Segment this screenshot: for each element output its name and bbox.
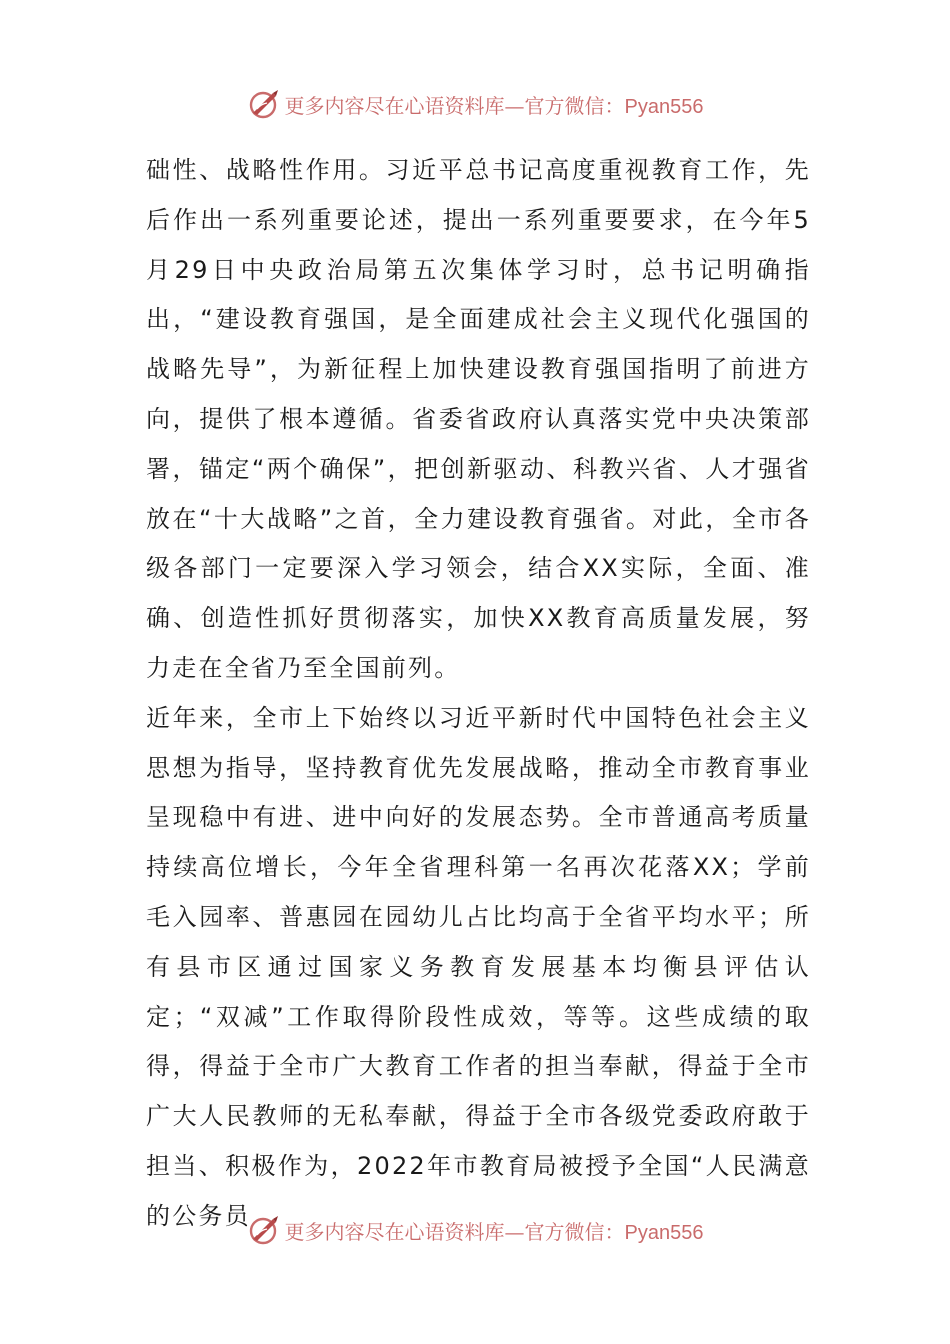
watermark-text: 更多内容尽在心语资料库—官方微信：Pyan556 — [284, 1219, 704, 1244]
document-body — [146, 146, 811, 1242]
footer-watermark — [0, 1210, 950, 1250]
paragraph: 近年来，全市上下始终以习近平新时代中国特色社会主义思想为指导，坚持教育优先发展战略，推动全市教育事业呈现稳中有进、进中向好的发展态势。全市普通高考质量持续高位增长，今年全省理科第一名再次花落XX；学前毛入园率、普惠园在园幼儿占比均高于全省平均水平；所有县市区通过国家义务教育发展基本均衡县评估认定；“双减”工作取得阶段性成效，等等。这些成绩的取得，得益于全市广大教育工作者的担当奉献，得益于全市广大人民教师的无私奉献，得益于全市各级党委政府敢于担当、积极作为，2022年市教育局被授予全国“人民满意的公务员 — [146, 703, 811, 1230]
watermark-wechat-id: Pyan556 — [624, 1221, 704, 1244]
watermark-wechat-id: Pyan556 — [624, 95, 704, 118]
quill-pen-logo-icon — [247, 1213, 281, 1247]
header-watermark — [0, 84, 950, 124]
paragraph: 础性、战略性作用。习近平总书记高度重视教育工作，先后作出一系列重要论述，提出一系列重要要求，在今年5月29日中央政治局第五次集体学习时，总书记明确指出，“建设教育强国，是全面建成社会主义现代化强国的战略先导”，为新征程上加快建设教育强国指明了前进方向，提供了根本遵循。省委省政府认真落实党中央决策部署，锚定“两个确保”，把创新驱动、科教兴省、人才强省放在“十大战略”之首，全力建设教育强省。对此，全市各级各部门一定要深入学习领会，结合XX实际，全面、准确、创造性抓好贯彻落实，加快XX教育高质量发展，努力走在全省乃至全国前列。 — [146, 156, 811, 682]
watermark-text: 更多内容尽在心语资料库—官方微信：Pyan556 — [284, 93, 704, 118]
quill-pen-logo-icon — [247, 87, 281, 121]
